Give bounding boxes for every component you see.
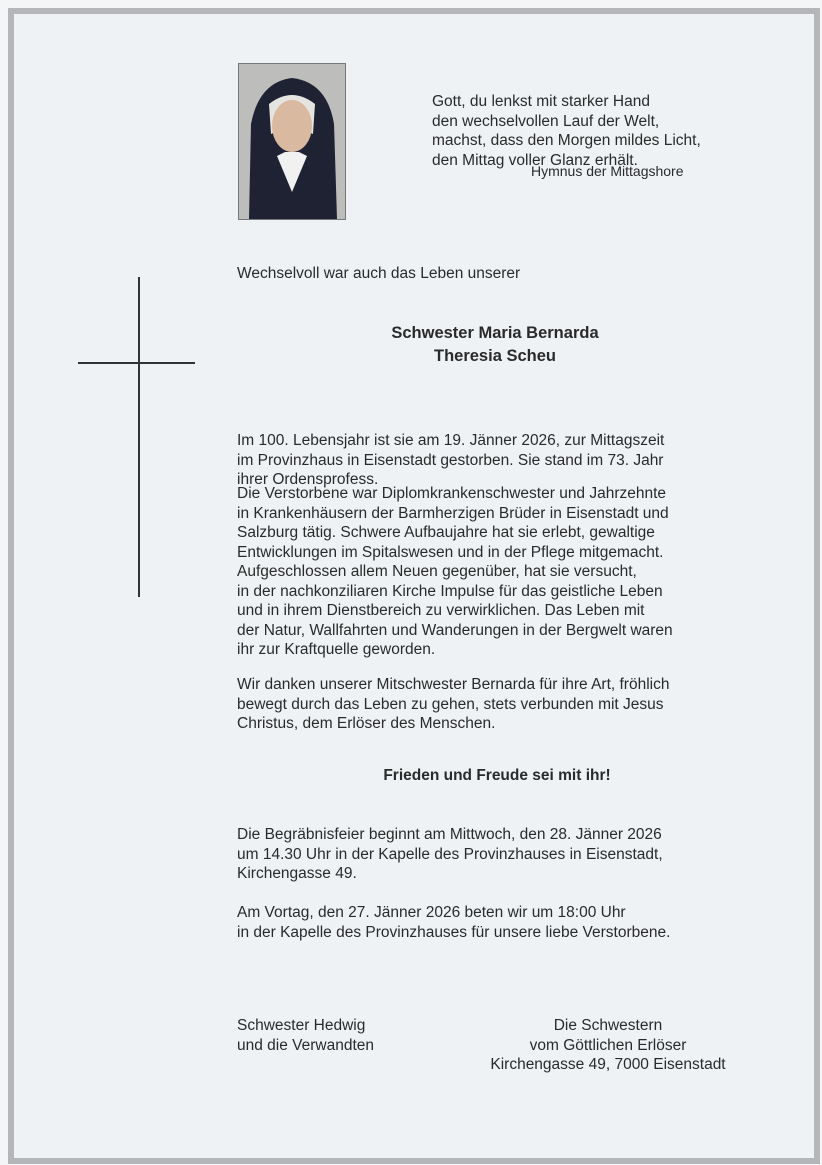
text-line: Im 100. Lebensjahr ist sie am 19. Jänner 2026, zur Mittagszeit	[237, 432, 665, 449]
paragraph-funeral	[237, 825, 663, 884]
blessing: Frieden und Freude sei mit ihr!	[383, 767, 611, 784]
text-line: um 14.30 Uhr in der Kapelle des Provinzhauses in Eisenstadt,	[237, 845, 663, 863]
text-line: in der nachkonziliaren Kirche Impulse für das geistliche Leben	[237, 582, 663, 600]
text-line: Aufgeschlossen allem Neuen gegenüber, hat sie versucht,	[237, 563, 637, 580]
paragraph-thanks	[237, 675, 669, 734]
name-line: Schwester Maria Bernarda	[391, 324, 599, 342]
text-line: ihrer Ordensprofess.	[237, 471, 379, 488]
quote-line: den Mittag voller Glanz erhält.	[432, 151, 638, 169]
text-line: und in ihrem Dienstbereich zu verwirklichen. Das Leben mit	[237, 602, 645, 619]
text-line: Salzburg tätig. Schwere Aufbaujahre hat sie erlebt, gewaltige	[237, 524, 655, 541]
deceased-name	[345, 322, 645, 368]
text-line: der Natur, Wallfahrten und Wanderungen in der Bergwelt waren	[237, 621, 673, 639]
quote-line: Gott, du lenkst mit starker Hand	[432, 93, 650, 110]
intro-text: Wechselvoll war auch das Leben unserer	[237, 265, 521, 282]
text-line: Entwicklungen im Spitalswesen und in der Pflege mitgemacht.	[237, 543, 664, 561]
text-line: vom Göttlichen Erlöser	[529, 1036, 687, 1054]
name-line: Theresia Scheu	[434, 347, 556, 365]
text-line: bewegt durch das Leben zu gehen, stets verbunden mit Jesus	[237, 695, 664, 713]
quote-attribution: Hymnus der Mittagshore	[531, 163, 684, 179]
signature-right	[478, 1016, 738, 1075]
signature-left	[237, 1016, 374, 1055]
cross-icon-bar	[78, 362, 195, 364]
portrait-photo	[238, 63, 346, 220]
text-line: im Provinzhaus in Eisenstadt gestorben. Sie stand im 73. Jahr	[237, 451, 664, 469]
quote-line: machst, dass den Morgen mildes Licht,	[432, 132, 701, 149]
text-line: in Krankenhäusern der Barmherzigen Brüder in Eisenstadt und	[237, 504, 669, 522]
text-line: ihr zur Kraftquelle geworden.	[237, 641, 436, 658]
text-line: Am Vortag, den 27. Jänner 2026 beten wir um 18:00 Uhr	[237, 904, 626, 921]
text-line: Christus, dem Erlöser des Menschen.	[237, 715, 496, 732]
paragraph-death	[237, 431, 664, 490]
paragraph-life	[237, 484, 673, 660]
text-line: Kirchengasse 49, 7000 Eisenstadt	[490, 1056, 726, 1073]
text-line: Schwester Hedwig	[237, 1017, 366, 1034]
text-line: Kirchengasse 49.	[237, 865, 357, 882]
text-line: und die Verwandten	[237, 1036, 375, 1054]
paragraph-prayer	[237, 903, 670, 942]
text-line: Wir danken unserer Mitschwester Bernarda für ihre Art, fröhlich	[237, 676, 670, 693]
text-line: in der Kapelle des Provinzhauses für unsere liebe Verstorbene.	[237, 923, 671, 941]
quote-line: den wechselvollen Lauf der Welt,	[432, 112, 660, 130]
text-line: Die Schwestern	[553, 1017, 663, 1034]
text-line: Die Begräbnisfeier beginnt am Mittwoch, den 28. Jänner 2026	[237, 826, 662, 843]
quote	[432, 92, 701, 170]
text-line: Die Verstorbene war Diplomkrankenschwester und Jahrzehnte	[237, 485, 667, 502]
cross-icon	[138, 277, 140, 597]
